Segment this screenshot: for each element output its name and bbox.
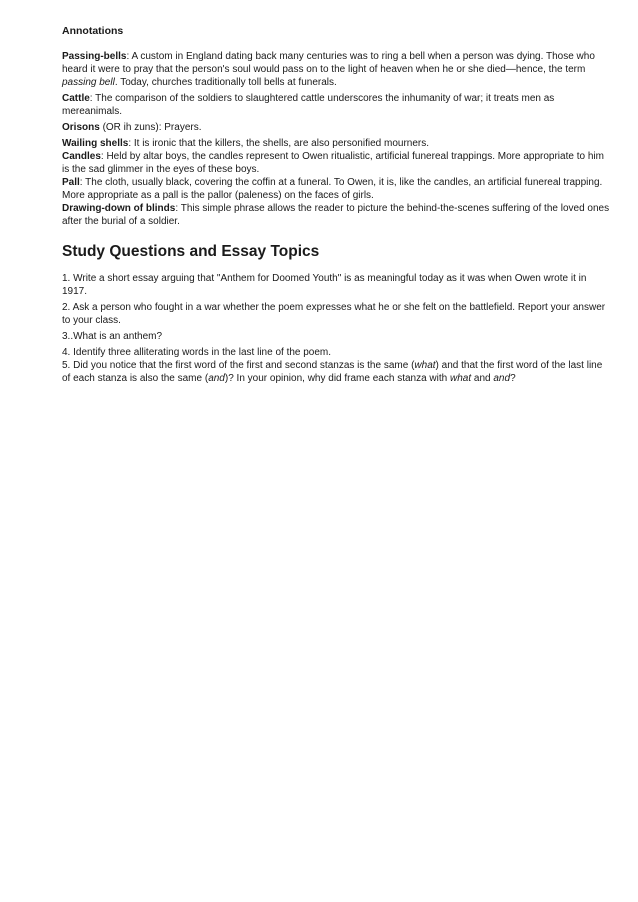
annotation-text: (OR ih zuns): Prayers. — [99, 122, 202, 133]
annotation-text: : A custom in England dating back many centuries was to ring a bell when a person was dying. Those who heard it were to pray that the person's soul would pass on to the light of heaven when he or she died—hence, the term — [62, 51, 595, 75]
annotation-entry — [62, 50, 610, 89]
study-question: 2. Ask a person who fought in a war whether the poem expresses what he or she felt on the battlefield. Report your answer to your class. — [62, 302, 606, 326]
question-italic: what — [450, 373, 472, 384]
annotation-term: Cattle — [62, 93, 90, 104]
question-italic: what — [414, 360, 436, 371]
annotation-text: : It is ironic that the killers, the shells, are also personified mourners. — [128, 138, 430, 149]
study-question: 3..What is an anthem? — [62, 331, 163, 342]
question-text: ) and that the first word of the last line of each stanza is also the same ( — [62, 360, 603, 384]
annotation-term: Pall — [62, 177, 80, 188]
study-question: 1. Write a short essay arguing that "Anthem for Doomed Youth" is as meaningful today as it was when Owen wrote it in 1917. — [62, 273, 587, 297]
question-text: )? In your opinion, why did frame each stanza with — [224, 373, 450, 384]
annotation-entry — [62, 202, 610, 228]
annotation-entry — [62, 150, 610, 176]
annotation-term: Wailing shells — [62, 138, 129, 149]
annotation-entry — [62, 137, 610, 150]
study-questions-heading: Study Questions and Essay Topics — [62, 243, 320, 260]
annotation-text: : This simple phrase allows the reader to picture the behind-the-scenes suffering of the loved ones after the burial of a soldier. — [62, 203, 610, 227]
annotation-term: Passing-bells — [62, 51, 127, 62]
question-italic: and — [493, 373, 511, 384]
question-text: ? — [510, 373, 516, 384]
annotation-term: Candles — [62, 151, 101, 162]
annotation-italic: passing bell — [62, 77, 115, 88]
annotation-entry — [62, 92, 610, 118]
annotation-term: Orisons — [62, 122, 100, 133]
question-text: 5. Did you notice that the first word of the first and second stanzas is the same ( — [62, 360, 415, 371]
question-text: and — [471, 373, 494, 384]
study-question: 4. Identify three alliterating words in the last line of the poem. — [62, 347, 332, 358]
annotations-heading: Annotations — [62, 25, 124, 37]
annotation-text: : The comparison of the soldiers to slaughtered cattle underscores the inhumanity of war; it treats men as mereanimals. — [62, 93, 555, 117]
study-question — [62, 359, 610, 385]
annotation-entry — [62, 121, 610, 134]
annotation-term: Drawing-down of blinds — [62, 203, 176, 214]
document-page — [62, 24, 610, 388]
annotation-text: : The cloth, usually black, covering the coffin at a funeral. To Owen, it is, like the candles, an artificial funereal trapping. More appropriate as a pall is the pallor (paleness) on the faces of girls. — [62, 177, 603, 201]
annotation-entry — [62, 176, 610, 202]
annotation-text: : Held by altar boys, the candles represent to Owen ritualistic, artificial funereal trappings. More appropriate to him is the sad glimmer in the eyes of these boys. — [62, 151, 604, 175]
question-italic: and — [208, 373, 225, 384]
annotation-text-end: . Today, churches traditionally toll bells at funerals. — [114, 77, 337, 88]
